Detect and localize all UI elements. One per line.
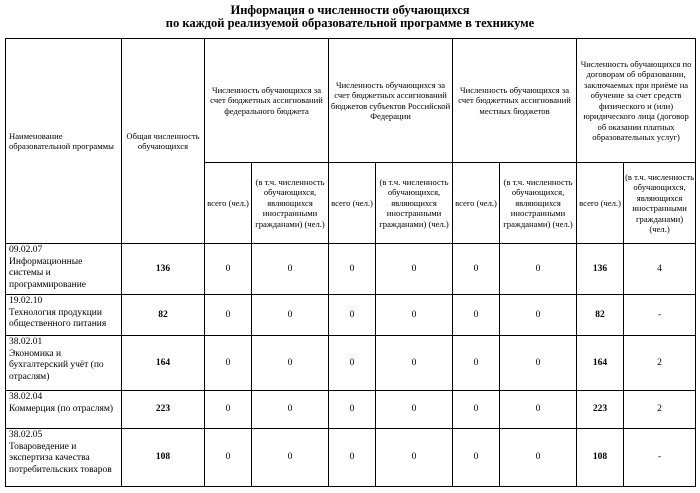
regional-all-cell: 0 xyxy=(329,391,376,429)
program-name: Экономика и бухгалтерский учёт (по отраслям) xyxy=(9,348,104,382)
program-cell xyxy=(6,429,122,487)
federal-foreign-cell: 0 xyxy=(252,336,329,391)
contract-foreign-cell: - xyxy=(624,429,696,487)
program-code: 09.02.07 xyxy=(9,245,43,255)
header-local-foreign: (в т.ч. численность обучающихся, являющихся иностранными гражданами) (чел.) xyxy=(500,163,577,244)
contract-all-cell: 223 xyxy=(577,391,624,429)
program-code: 38.02.05 xyxy=(9,430,43,440)
regional-foreign-cell: 0 xyxy=(376,295,453,336)
header-total: Общая численность обучающихся xyxy=(122,39,205,244)
federal-all-cell: 0 xyxy=(205,391,252,429)
program-name: Информационные системы и программирование xyxy=(9,256,87,290)
header-contract-foreign: (в т.ч. численность обучающихся, являющихся иностранными гражданами) (чел.) xyxy=(624,163,696,244)
total-cell: 223 xyxy=(122,391,205,429)
total-cell: 82 xyxy=(122,295,205,336)
header-regional-all: всего (чел.) xyxy=(329,163,376,244)
regional-all-cell: 0 xyxy=(329,429,376,487)
program-cell xyxy=(6,336,122,391)
title-line-1: Информация о численности обучающихся xyxy=(230,3,470,17)
program-name: Технология продукции общественного питания xyxy=(9,307,107,329)
header-contract-all: всего (чел.) xyxy=(577,163,624,244)
federal-all-cell: 0 xyxy=(205,295,252,336)
program-cell xyxy=(6,244,122,295)
header-local-budget: Численность обучающихся за счет бюджетных ассигнований местных бюджетов xyxy=(453,39,577,163)
federal-foreign-cell: 0 xyxy=(252,295,329,336)
enrollment-table xyxy=(5,38,696,487)
local-all-cell: 0 xyxy=(453,244,500,295)
header-program-name: Наименование образовательной программы xyxy=(6,39,122,244)
table-row xyxy=(6,295,696,336)
local-foreign-cell: 0 xyxy=(500,391,577,429)
header-regional-budget: Численность обучающихся за счет бюджетных ассигнований бюджетов субъектов Российской Федерации xyxy=(329,39,453,163)
table-row xyxy=(6,336,696,391)
header-federal-foreign: (в т.ч. численность обучающихся, являющихся иностранными гражданами) (чел.) xyxy=(252,163,329,244)
regional-foreign-cell: 0 xyxy=(376,391,453,429)
contract-foreign-cell: - xyxy=(624,295,696,336)
federal-all-cell: 0 xyxy=(205,336,252,391)
local-all-cell: 0 xyxy=(453,391,500,429)
regional-foreign-cell: 0 xyxy=(376,244,453,295)
federal-all-cell: 0 xyxy=(205,429,252,487)
table-row xyxy=(6,244,696,295)
contract-all-cell: 82 xyxy=(577,295,624,336)
regional-foreign-cell: 0 xyxy=(376,429,453,487)
local-all-cell: 0 xyxy=(453,429,500,487)
total-cell: 136 xyxy=(122,244,205,295)
federal-foreign-cell: 0 xyxy=(252,244,329,295)
local-foreign-cell: 0 xyxy=(500,295,577,336)
header-paid-contracts: Численность обучающихся по договорам об образовании, заключаемых при приёме на обучение за счет средств физического и (или) юридического лица (договор об оказании платных образовательных услуг) xyxy=(577,39,696,163)
contract-all-cell: 136 xyxy=(577,244,624,295)
table-row xyxy=(6,391,696,429)
program-cell xyxy=(6,391,122,429)
enrollment-table-wrapper xyxy=(5,38,695,487)
federal-all-cell: 0 xyxy=(205,244,252,295)
contract-all-cell: 108 xyxy=(577,429,624,487)
contract-foreign-cell: 2 xyxy=(624,391,696,429)
total-cell: 108 xyxy=(122,429,205,487)
program-code: 38.02.01 xyxy=(9,337,43,347)
table-row xyxy=(6,429,696,487)
header-federal-budget: Численность обучающихся за счет бюджетных ассигнований федерального бюджета xyxy=(205,39,329,163)
regional-all-cell: 0 xyxy=(329,295,376,336)
header-federal-all: всего (чел.) xyxy=(205,163,252,244)
program-name: Коммерция (по отраслям) xyxy=(9,403,114,414)
header-row-groups xyxy=(6,39,696,163)
document-title xyxy=(0,0,700,32)
program-code: 38.02.04 xyxy=(9,392,43,402)
federal-foreign-cell: 0 xyxy=(252,391,329,429)
header-local-all: всего (чел.) xyxy=(453,163,500,244)
local-all-cell: 0 xyxy=(453,295,500,336)
federal-foreign-cell: 0 xyxy=(252,429,329,487)
regional-all-cell: 0 xyxy=(329,244,376,295)
program-cell xyxy=(6,295,122,336)
local-foreign-cell: 0 xyxy=(500,336,577,391)
local-foreign-cell: 0 xyxy=(500,429,577,487)
contract-foreign-cell: 4 xyxy=(624,244,696,295)
contract-foreign-cell: 2 xyxy=(624,336,696,391)
header-regional-foreign: (в т.ч. численность обучающихся, являющихся иностранными гражданами) (чел.) xyxy=(376,163,453,244)
program-name: Товароведение и экспертиза качества потребительских товаров xyxy=(9,441,112,475)
program-code: 19.02.10 xyxy=(9,296,43,306)
contract-all-cell: 164 xyxy=(577,336,624,391)
title-line-2: по каждой реализуемой образовательной программе в техникуме xyxy=(165,16,535,30)
regional-all-cell: 0 xyxy=(329,336,376,391)
local-foreign-cell: 0 xyxy=(500,244,577,295)
total-cell: 164 xyxy=(122,336,205,391)
regional-foreign-cell: 0 xyxy=(376,336,453,391)
local-all-cell: 0 xyxy=(453,336,500,391)
